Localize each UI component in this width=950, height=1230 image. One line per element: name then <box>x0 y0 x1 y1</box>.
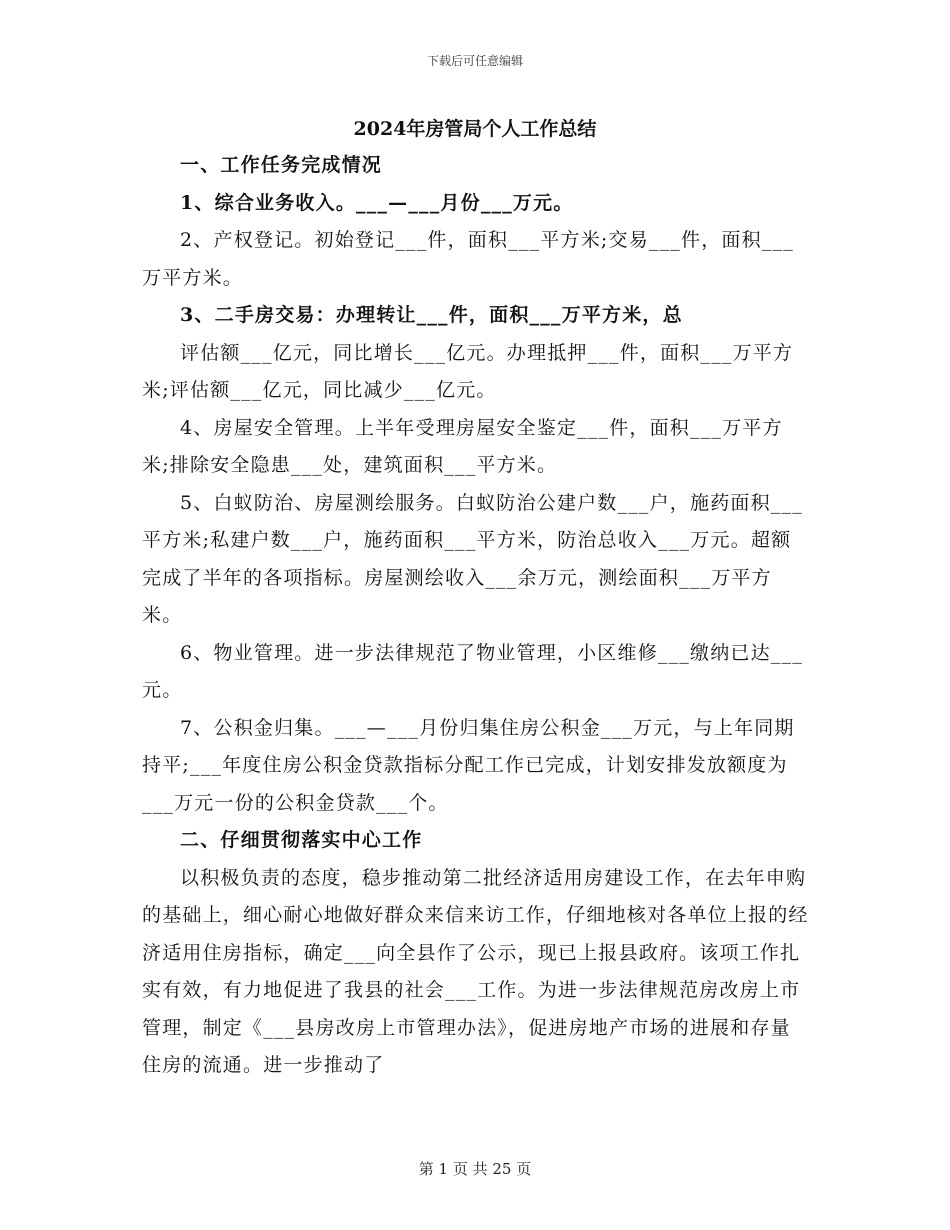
item5-paragraph: 5、白蚁防治、房屋测绘服务。白蚁防治公建户数___户，施药面积___平方米;私建户数___户，施药面积___平方米，防治总收入___万元。超额完成了半年的各项指标。房屋测绘收入___余万元，测绘面积___万平方米。 <box>142 491 803 626</box>
page-footer-pagination: 第 1 页 共 25 页 <box>418 1160 532 1178</box>
item4-paragraph: 4、房屋安全管理。上半年受理房屋安全鉴定___件，面积___万平方米;排除安全隐患___处，建筑面积___平方米。 <box>142 416 783 476</box>
section2-paragraph: 以积极负责的态度，稳步推动第二批经济适用房建设工作，在去年申购的基础上，细心耐心地做好群众来信来访工作，仔细地核对各单位上报的经济适用住房指标，确定___向全县作了公示，现已上报县政府。该项工作扎实有效，有力地促进了我县的社会___工作。为进一步法律规范房改房上市管理，制定《___县房改房上市管理办法》，促进房地产市场的进展和存量住房的流通。进一步推动了 <box>142 866 809 1076</box>
item7-paragraph: 7、公积金归集。___—___月份归集住房公积金___万元，与上年同期持平;___年度住房公积金贷款指标分配工作已完成，计划安排发放额度为___万元一份的公积金贷款___个。 <box>142 716 795 814</box>
page-header-note: 下载后可任意编辑 <box>426 54 523 68</box>
document-body <box>142 147 810 1085</box>
item1-paragraph: 1、综合业务收入。___—___月份___万元。 <box>180 191 574 214</box>
item2-paragraph: 2、产权登记。初始登记___件，面积___平方米;交易___件，面积___万平方米。 <box>142 229 794 289</box>
document-title: 2024年房管局个人工作总结 <box>353 118 597 140</box>
section2-heading: 二、仔细贯彻落实中心工作 <box>180 829 423 851</box>
item3-paragraph: 评估额___亿元，同比增长___亿元。办理抵押___件，面积___万平方米;评估额___亿元，同比减少___亿元。 <box>142 341 794 401</box>
item3-heading: 3、二手房交易：办理转让___件，面积___万平方米，总 <box>180 304 683 326</box>
section1-heading: 一、工作任务完成情况 <box>180 154 383 176</box>
item6-paragraph: 6、物业管理。进一步法律规范了物业管理，小区维修___缴纳已达___元。 <box>142 641 803 701</box>
